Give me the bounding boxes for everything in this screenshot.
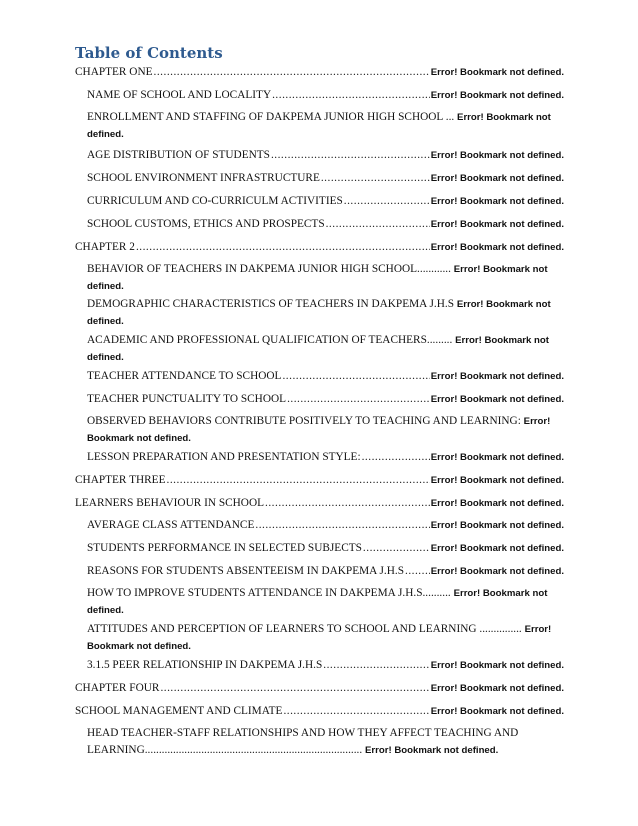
toc-entry[interactable]: ACADEMIC AND PROFESSIONAL QUALIFICATION OF TEACHERS......... Error! Bookmark not defined.	[87, 334, 549, 363]
toc-entry-text: TEACHER ATTENDANCE TO SCHOOL	[87, 370, 282, 382]
toc-page-ref: Error! Bookmark not defined.	[365, 745, 499, 756]
dot-leader	[255, 517, 429, 534]
toc-entry[interactable]	[87, 517, 564, 534]
toc-entry-text: ATTITUDES AND PERCEPTION OF LEARNERS TO SCHOOL AND LEARNING	[87, 623, 477, 635]
toc-entry[interactable]	[87, 170, 564, 187]
toc-entry[interactable]	[87, 296, 564, 330]
toc-entry-text: AGE DISTRIBUTION OF STUDENTS	[87, 149, 270, 161]
toc-entry[interactable]: HEAD TEACHER-STAFF RELATIONSHIPS AND HOW THEY AFFECT TEACHING AND LEARNING............................................................................. Error! Bookmark not defined.	[87, 727, 519, 756]
toc-entry-text: HEAD TEACHER-STAFF RELATIONSHIPS AND HOW THEY AFFECT TEACHING AND LEARNING	[87, 727, 519, 756]
toc-entry[interactable]	[87, 216, 564, 233]
toc-entry-text: OBSERVED BEHAVIORS CONTRIBUTE POSITIVELY TO TEACHING AND LEARNING:	[87, 415, 521, 427]
toc-entry-text: SCHOOL MANAGEMENT AND CLIMATE	[75, 705, 283, 717]
toc-entry[interactable]	[87, 449, 564, 466]
toc-entry[interactable]	[75, 495, 564, 512]
dot-leader	[326, 216, 430, 233]
dot-leader	[265, 495, 430, 512]
toc-entry-text: BEHAVIOR OF TEACHERS IN DAKPEMA JUNIOR HIGH SCHOOL	[87, 263, 418, 275]
toc-entry[interactable]	[87, 391, 564, 408]
toc-page-ref: Error! Bookmark not defined.	[430, 683, 564, 694]
toc-entry-text: REASONS FOR STUDENTS ABSENTEEISM IN DAKPEMA J.H.S	[87, 565, 404, 577]
toc-page-ref: Error! Bookmark not defined.	[430, 67, 564, 78]
toc-entry[interactable]	[87, 563, 564, 580]
toc-page-ref: Error! Bookmark not defined.	[430, 706, 564, 717]
toc-entry-text: CHAPTER ONE	[75, 66, 153, 78]
toc-page-ref: Error! Bookmark not defined.	[430, 543, 564, 554]
toc-entry[interactable]	[87, 657, 564, 674]
toc-entry[interactable]	[87, 413, 564, 447]
toc-entry[interactable]	[87, 87, 564, 104]
dot-leader	[271, 147, 430, 164]
toc-entry-text: ACADEMIC AND PROFESSIONAL QUALIFICATION OF TEACHERS	[87, 334, 427, 346]
toc-page-ref: Error! Bookmark not defined.	[430, 371, 564, 382]
toc-entry-text: AVERAGE CLASS ATTENDANCE	[87, 519, 255, 531]
toc-entry[interactable]	[87, 540, 564, 557]
dot-leader	[136, 239, 430, 256]
dot-leader	[282, 368, 429, 385]
dot-leader	[363, 540, 430, 557]
toc-entry-text: CHAPTER 2	[75, 241, 135, 253]
toc-page-ref: Error! Bookmark not defined.	[430, 475, 564, 486]
toc-page-ref: Error! Bookmark not defined.	[430, 520, 564, 531]
toc-entry[interactable]: BEHAVIOR OF TEACHERS IN DAKPEMA JUNIOR HIGH SCHOOL............ Error! Bookmark not defined.	[87, 263, 548, 292]
toc-page-ref: Error! Bookmark not defined.	[430, 498, 564, 509]
toc-page-ref: Error! Bookmark not defined.	[87, 416, 551, 444]
toc-entry[interactable]	[87, 368, 564, 385]
dot-leader	[167, 472, 430, 489]
toc-page-ref: Error! Bookmark not defined.	[430, 173, 564, 184]
toc-entry-chapter-three[interactable]	[75, 472, 564, 489]
toc-page-ref: Error! Bookmark not defined.	[87, 335, 549, 363]
toc-page-ref: Error! Bookmark not defined.	[430, 196, 564, 207]
toc-entry[interactable]	[75, 703, 564, 720]
toc-page-ref: Error! Bookmark not defined.	[430, 242, 564, 253]
toc-entry-text: ENROLLMENT AND STAFFING OF DAKPEMA JUNIOR HIGH SCHOOL	[87, 111, 443, 123]
toc-entry[interactable]: ATTITUDES AND PERCEPTION OF LEARNERS TO SCHOOL AND LEARNING ............... Error! Bookmark not defined.	[87, 623, 552, 652]
dot-leader	[405, 563, 430, 580]
toc-entry-text: TEACHER PUNCTUALITY TO SCHOOL	[87, 393, 287, 405]
toc-entry-text: NAME OF SCHOOL AND LOCALITY	[87, 89, 272, 101]
toc-heading: Table of Contents	[75, 44, 223, 62]
toc-entry-text: LEARNERS BEHAVIOUR IN SCHOOL	[75, 497, 265, 509]
toc-page-ref: Error! Bookmark not defined.	[87, 299, 551, 327]
toc-page-ref: Error! Bookmark not defined.	[430, 566, 564, 577]
dot-leader	[283, 703, 429, 720]
toc-entry-text: STUDENTS PERFORMANCE IN SELECTED SUBJECTS	[87, 542, 362, 554]
dot-leader	[154, 64, 430, 81]
toc-entry-chapter-one[interactable]	[75, 64, 564, 81]
dot-leader	[344, 193, 430, 210]
toc-entry-text: LESSON PREPARATION AND PRESENTATION STYLE:	[87, 451, 361, 463]
dot-leader	[321, 170, 430, 187]
dot-leader	[272, 87, 430, 104]
toc-entry[interactable]	[87, 147, 564, 164]
toc-page-ref: Error! Bookmark not defined.	[430, 452, 564, 463]
toc-page-ref: Error! Bookmark not defined.	[430, 660, 564, 671]
toc-entry-text: CHAPTER FOUR	[75, 682, 160, 694]
toc-page-ref: Error! Bookmark not defined.	[430, 150, 564, 161]
toc-page-ref: Error! Bookmark not defined.	[87, 624, 552, 652]
toc-entry-text: CHAPTER THREE	[75, 474, 166, 486]
toc-entry-text: DEMOGRAPHIC CHARACTERISTICS OF TEACHERS IN DAKPEMA J.H.S	[87, 298, 454, 310]
toc-page-ref: Error! Bookmark not defined.	[430, 394, 564, 405]
dot-leader	[160, 680, 429, 697]
toc-page-ref: Error! Bookmark not defined.	[87, 588, 548, 616]
dot-leader	[362, 449, 430, 466]
toc-page-ref: Error! Bookmark not defined.	[87, 112, 551, 140]
toc-entry-chapter-2[interactable]	[75, 239, 564, 256]
dot-leader	[287, 391, 430, 408]
toc-entry-text: HOW TO IMPROVE STUDENTS ATTENDANCE IN DAKPEMA J.H.S	[87, 587, 423, 599]
toc-entry-text: SCHOOL ENVIRONMENT INFRASTRUCTURE	[87, 172, 320, 184]
toc-entry-chapter-four[interactable]	[75, 680, 564, 697]
toc-entry[interactable]: ENROLLMENT AND STAFFING OF DAKPEMA JUNIOR HIGH SCHOOL ... Error! Bookmark not defined.	[87, 111, 551, 140]
toc-page-ref: Error! Bookmark not defined.	[430, 219, 564, 230]
toc-page-ref: Error! Bookmark not defined.	[87, 264, 548, 292]
toc-entry[interactable]: HOW TO IMPROVE STUDENTS ATTENDANCE IN DAKPEMA J.H.S.......... Error! Bookmark not defined.	[87, 587, 548, 616]
toc-entry[interactable]	[87, 193, 564, 210]
toc-entry-text: SCHOOL CUSTOMS, ETHICS AND PROSPECTS	[87, 218, 325, 230]
toc-entry-text: 3.1.5 PEER RELATIONSHIP IN DAKPEMA J.H.S	[87, 659, 323, 671]
toc-page-ref: Error! Bookmark not defined.	[430, 90, 564, 101]
toc-entry-text: CURRICULUM AND CO-CURRICULM ACTIVITIES	[87, 195, 343, 207]
dot-leader	[323, 657, 429, 674]
